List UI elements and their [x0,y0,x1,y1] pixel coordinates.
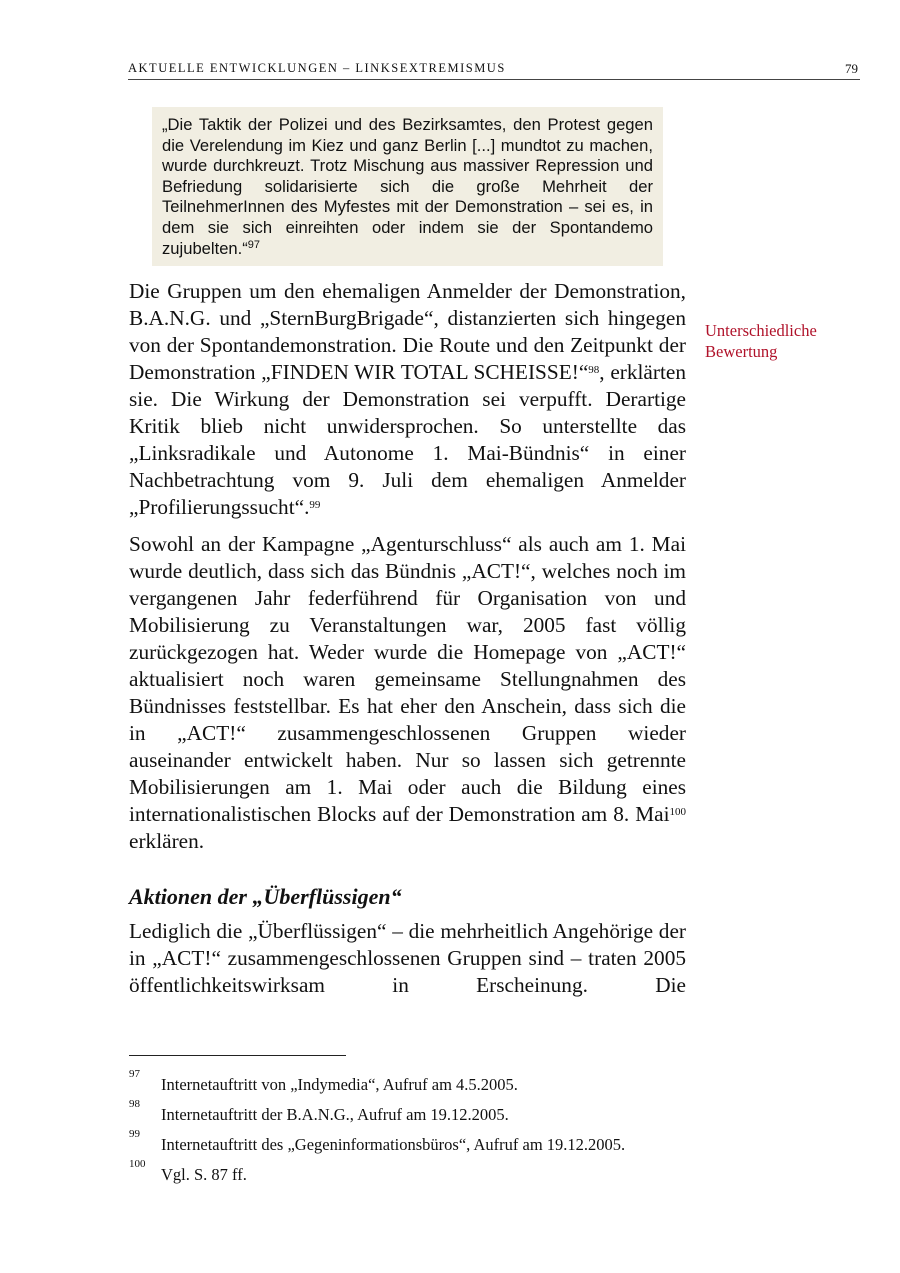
paragraph-2 [129,531,686,855]
footnote-divider [129,1055,346,1056]
running-header [128,60,860,80]
footnote [129,1100,829,1130]
body-text [129,278,686,1009]
footnote-number: 97 [129,1068,140,1080]
footnote [129,1070,829,1100]
margin-note [705,320,865,362]
margin-note-line-1: Unterschiedliche [705,321,817,340]
quote-text: „Die Taktik der Polizei und des Bezirksamtes, den Protest gegen die Verelendung im Kiez und ganz Berlin [...] mundtot zu machen, wurde durchkreuzt. Trotz Mischung aus massiver Repression und Befriedung solidarisierte sich die große Mehrheit der TeilnehmerInnen des Myfestes mit der Demonstration – sei es, in dem sie sich einreihten oder indem sie der Spontandemo zujubelten.“ [162,115,653,258]
footnote-text: Internetauftritt von „Indymedia“, Aufruf am 4.5.2005. [161,1075,518,1094]
paragraph-1-text-a: Die Gruppen um den ehemaligen Anmelder der Demonstration, B.A.N.G. und „SternBurgBrigade“, distanzierten sich hingegen von der Spontandemonstration. Die Route und den Zeitpunkt der Demonstration „FINDEN WIR TOTAL SCHEISSE!“ [129,279,686,384]
margin-note-line-2: Bewertung [705,342,778,361]
footnotes [129,1070,829,1190]
footnote-number: 98 [129,1098,140,1110]
header-title: AKTUELLE ENTWICKLUNGEN – LINKSEXTREMISMUS [128,61,506,75]
paragraph-2-text-a: Sowohl an der Kampagne „Agenturschluss“ als auch am 1. Mai wurde deutlich, dass sich das Bündnis „ACT!“, welches noch im vergangenen Jahr federführend für Organisation von und Mobilisierung zu Veranstaltungen war, 2005 fast völlig zurückgezogen hat. Weder wurde die Homepage von „ACT!“ aktualisiert noch waren gemeinsame Stellungnahmen des Bündnisses feststellbar. Es hat eher den Anschein, dass sich die in „ACT!“ zusammengeschlossenen Gruppen wieder auseinander entwickelt haben. Nur so lassen sich getrennte Mobilisierungen am 1. Mai oder auch die Bildung eines internationalistischen Blocks auf der Demonstration am 8. Mai [129,532,686,826]
section-heading: Aktionen der „Überflüssigen“ [129,884,402,909]
footnote-text: Internetauftritt der B.A.N.G., Aufruf am 19.12.2005. [161,1105,509,1124]
footnote-text: Vgl. S. 87 ff. [161,1165,247,1184]
paragraph-1-text-b: , erklärten sie. Die Wirkung der Demonstration sei verpufft. Derartige Kritik blieb nicht unwidersprochen. So unterstellte das „Linksradikale und Autonome 1. Mai-Bündnis“ in einer Nachbetrachtung vom 9. Juli dem ehemaligen Anmelder „Profilierungssucht“. [129,360,686,519]
footnote-ref-98[interactable]: 98 [588,364,600,376]
paragraph-1 [129,278,686,521]
footnote-ref-99[interactable]: 99 [309,499,321,511]
footnote-text: Internetauftritt des „Gegeninformationsbüros“, Aufruf am 19.12.2005. [161,1135,626,1154]
footnote-number: 99 [129,1128,140,1140]
footnote-number: 100 [129,1158,146,1170]
paragraph-2-text-b: erklären. [129,829,205,853]
page-number: 79 [845,61,858,76]
footnote [129,1160,829,1190]
footnote-ref-97[interactable]: 97 [247,238,261,251]
footnote-ref-100[interactable]: 100 [669,806,686,818]
footnote [129,1130,829,1160]
block-quote [152,107,663,266]
paragraph-3: Lediglich die „Überflüssigen“ – die mehrheitlich Angehörige der in „ACT!“ zusammengeschlossenen Gruppen sind – traten 2005 öffentlichkeitswirksam in Erscheinung. Die [129,919,686,997]
